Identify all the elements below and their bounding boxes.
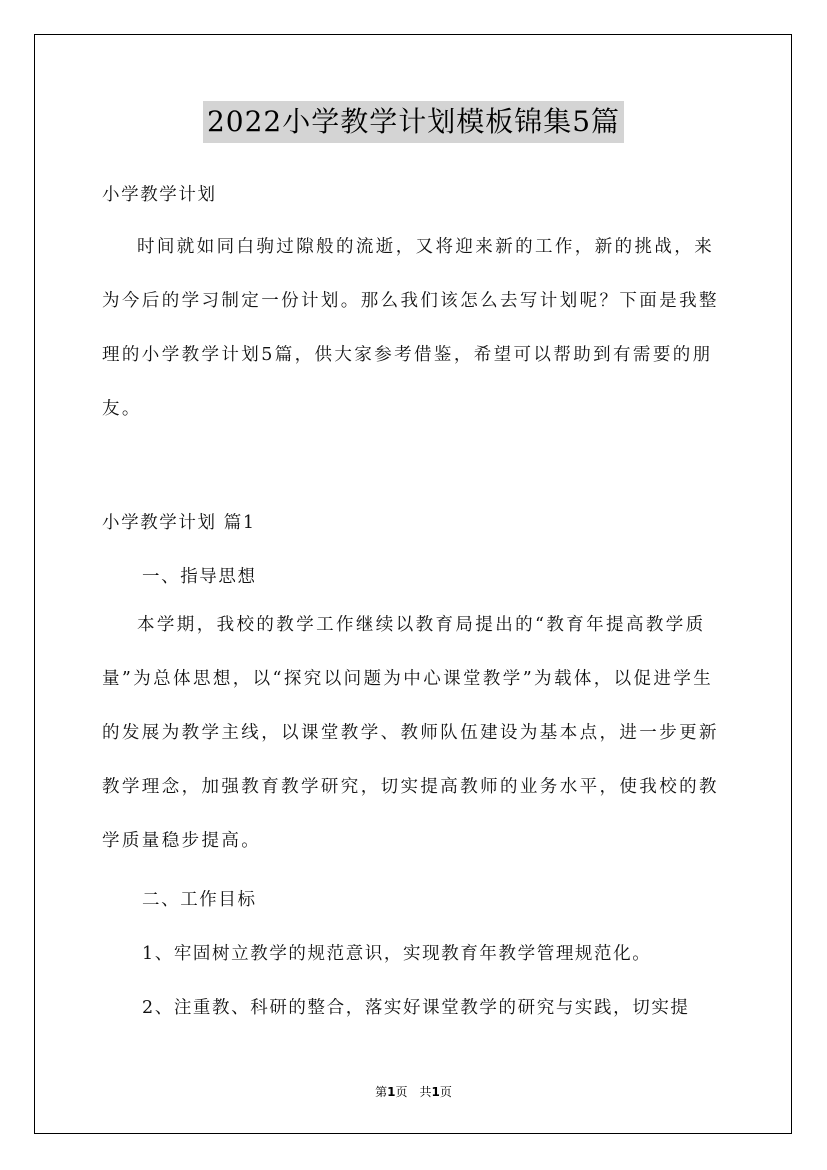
footer-prefix: 第 <box>375 1085 388 1099</box>
guiding-thought-paragraph: 本学期，我校的教学工作继续以教育局提出的“教育年提高教学质量”为总体思想，以“探究以问题为中心课堂教学”为载体，以促进学生的发展为教学主线，以课堂教学、教师队伍建设为基本点，进一步更新教学理念，加强教育教学研究，切实提高教师的业务水平，使我校的教学质量稳步提高。 <box>102 615 719 851</box>
section-heading: 小学教学计划 <box>102 185 217 205</box>
footer-page-number: 1 <box>387 1085 396 1099</box>
goals-heading: 二、工作目标 <box>142 890 257 910</box>
goal-item-2: 2、注重教、科研的整合，落实好课堂教学的研究与实践，切实提 <box>142 998 690 1018</box>
intro-paragraph: 时间就如同白驹过隙般的流逝，又将迎来新的工作，新的挑战，来为今后的学习制定一份计划。那么我们该怎么去写计划呢？下面是我整理的小学教学计划5篇，供大家参考借鉴，希望可以帮助到有需要的朋友。 <box>102 237 719 419</box>
footer-page-total: 1 <box>431 1085 440 1099</box>
goal-item-1: 1、牢固树立教学的规范意识，实现教育年教学管理规范化。 <box>142 944 652 964</box>
article-heading: 小学教学计划 篇1 <box>102 513 256 533</box>
guiding-thought-heading: 一、指导思想 <box>142 567 257 587</box>
title-container <box>0 101 827 143</box>
document-title: 2022小学教学计划模板锦集5篇 <box>203 101 624 143</box>
page-footer <box>0 1083 827 1100</box>
footer-middle: 页 共 <box>395 1085 432 1099</box>
footer-suffix: 页 <box>439 1085 452 1099</box>
